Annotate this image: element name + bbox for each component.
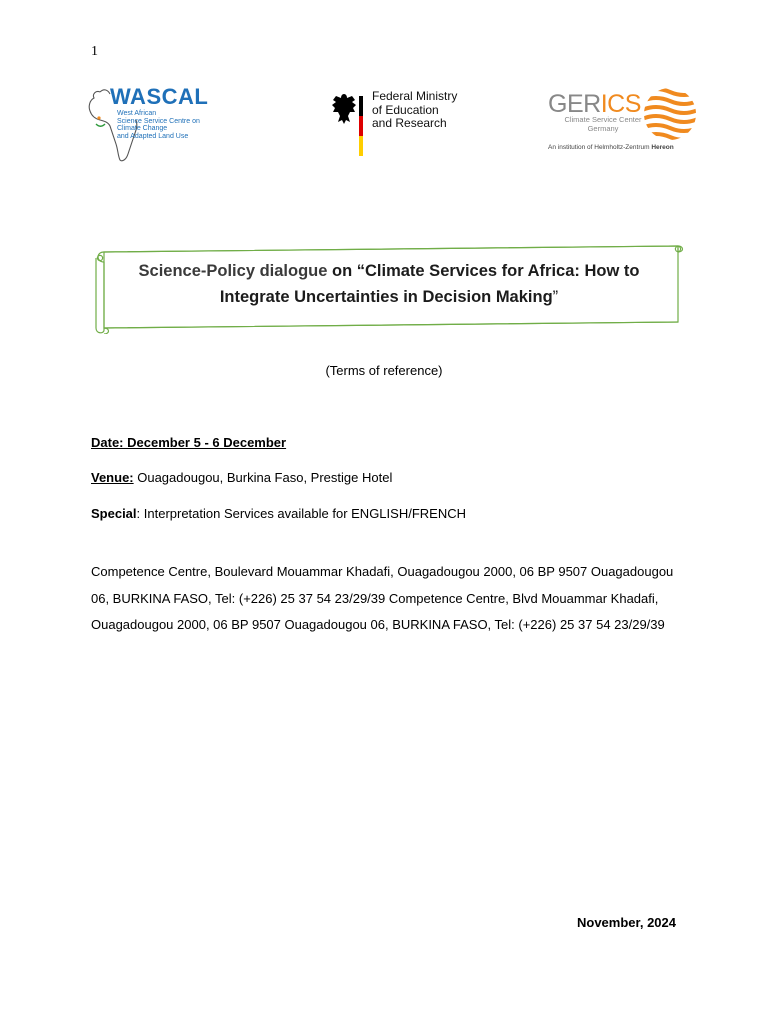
- german-flag-stripe: [359, 96, 363, 156]
- event-title-part: on “Climate Services for Africa: How to: [327, 262, 640, 280]
- gerics-logo: [546, 86, 706, 156]
- venue-value: Ouagadougou, Burkina Faso, Prestige Hotel: [133, 470, 393, 485]
- event-title-part: Science-Policy dialogue: [138, 262, 328, 280]
- event-venue: [91, 470, 392, 485]
- bmbf-logo: [330, 88, 460, 160]
- flag-gold: [359, 136, 363, 156]
- date-label: Date: December 5 - 6 December: [91, 435, 287, 450]
- event-title-part: ”: [552, 288, 559, 306]
- special-label: Special: [91, 506, 137, 521]
- wascal-title: WASCAL: [110, 84, 209, 109]
- gerics-subtitle-line: Germany: [587, 123, 619, 133]
- wascal-subtitle-line: West African: [117, 110, 157, 117]
- event-date: [91, 435, 286, 450]
- bmbf-name: [372, 90, 457, 131]
- wascal-subtitle: [117, 110, 227, 140]
- gerics-institution-name: Hereon: [651, 144, 674, 151]
- gerics-title-part: ICS: [600, 90, 641, 118]
- wascal-subtitle-line: Science Service Centre on: [117, 117, 200, 125]
- flag-black: [359, 96, 363, 116]
- bmbf-line: of Education: [372, 102, 439, 117]
- bmbf-line: Federal Ministry: [372, 89, 458, 103]
- terms-of-reference-label: (Terms of reference): [325, 363, 443, 378]
- event-title: [92, 258, 686, 310]
- federal-eagle-icon: [330, 90, 358, 130]
- wascal-subtitle-line: Climate Change: [117, 125, 168, 133]
- gerics-title-part: GER: [548, 90, 601, 118]
- flag-red: [359, 116, 363, 136]
- title-banner: [92, 242, 686, 334]
- wascal-subtitle-line: and Adapted Land Use: [117, 132, 189, 140]
- special-services: [91, 506, 466, 521]
- gerics-institution-prefix: An institution of Helmholtz-Zentrum: [548, 144, 652, 151]
- event-title-part: Integrate Uncertainties in Decision Making: [219, 288, 553, 306]
- gerics-subtitle: [560, 116, 646, 133]
- bmbf-line: and Research: [372, 116, 447, 130]
- page-number: 1: [91, 44, 98, 59]
- document-date: November, 2024: [576, 915, 676, 930]
- gerics-subtitle-line: Climate Service Center: [564, 115, 642, 124]
- venue-label: Venue:: [91, 470, 134, 485]
- special-value: : Interpretation Services available for ENGLISH/FRENCH: [136, 506, 466, 521]
- wascal-logo: [86, 84, 226, 166]
- gerics-institution: [548, 144, 674, 151]
- gerics-wave-sphere-icon: [642, 86, 698, 142]
- address-block: Competence Centre, Boulevard Mouammar Khadafi, Ouagadougou 2000, 06 BP 9507 Ouagadougou 06, BURKINA FASO, Tel: (+226) 25 37 54 23/29/39 Competence Centre, Blvd Mouammar Khadafi, Ouagadougou 2000, 06 BP 9507 Ouagadougou 06, BURKINA FASO, Tel: (+226) 25 37 54 23/29/39: [91, 564, 674, 632]
